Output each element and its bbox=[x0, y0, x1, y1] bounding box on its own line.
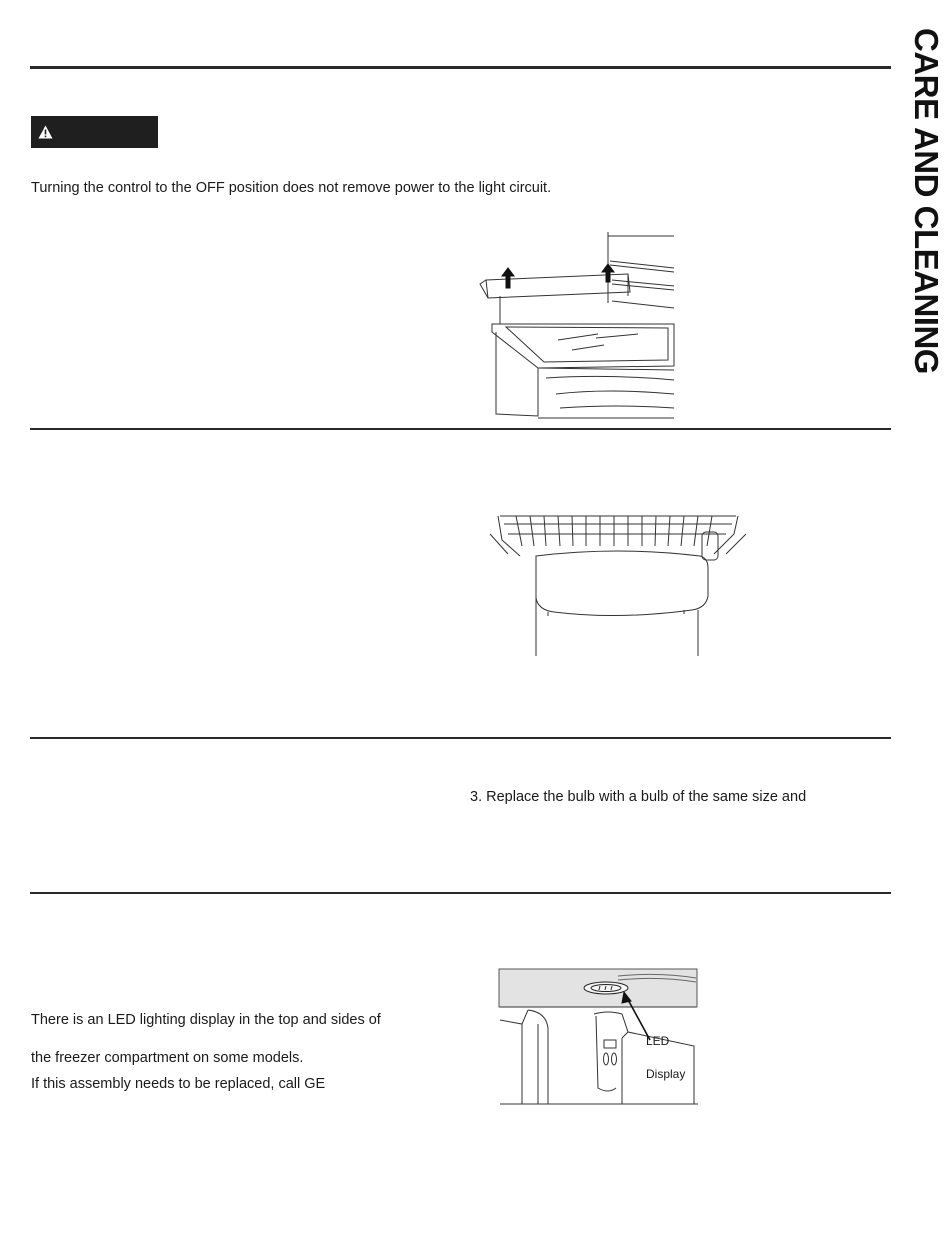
warning-badge bbox=[31, 116, 158, 148]
led-text-line-1: There is an LED lighting display in the top and sides of bbox=[31, 1012, 381, 1028]
section-divider-4 bbox=[30, 892, 891, 894]
warning-triangle-icon bbox=[38, 125, 53, 139]
bulb-step-text: 3. Replace the bulb with a bulb of the same size and bbox=[470, 789, 807, 805]
led-text-line-3: If this assembly needs to be replaced, call GE bbox=[31, 1076, 326, 1092]
led-text-line-2: the freezer compartment on some models. bbox=[31, 1050, 304, 1066]
warning-text: Turning the control to the OFF position does not remove power to the light circuit. bbox=[31, 180, 552, 196]
section-divider-2 bbox=[30, 428, 891, 430]
freezer-bin-illustration bbox=[488, 512, 748, 656]
display-label: Display bbox=[646, 1067, 686, 1081]
section-divider-3 bbox=[30, 737, 891, 739]
led-display-illustration bbox=[498, 968, 700, 1106]
section-divider-top bbox=[30, 66, 891, 69]
section-title: CARE AND CLEANING bbox=[908, 28, 945, 374]
led-label: LED bbox=[646, 1034, 670, 1048]
pan-removal-illustration bbox=[478, 228, 678, 420]
